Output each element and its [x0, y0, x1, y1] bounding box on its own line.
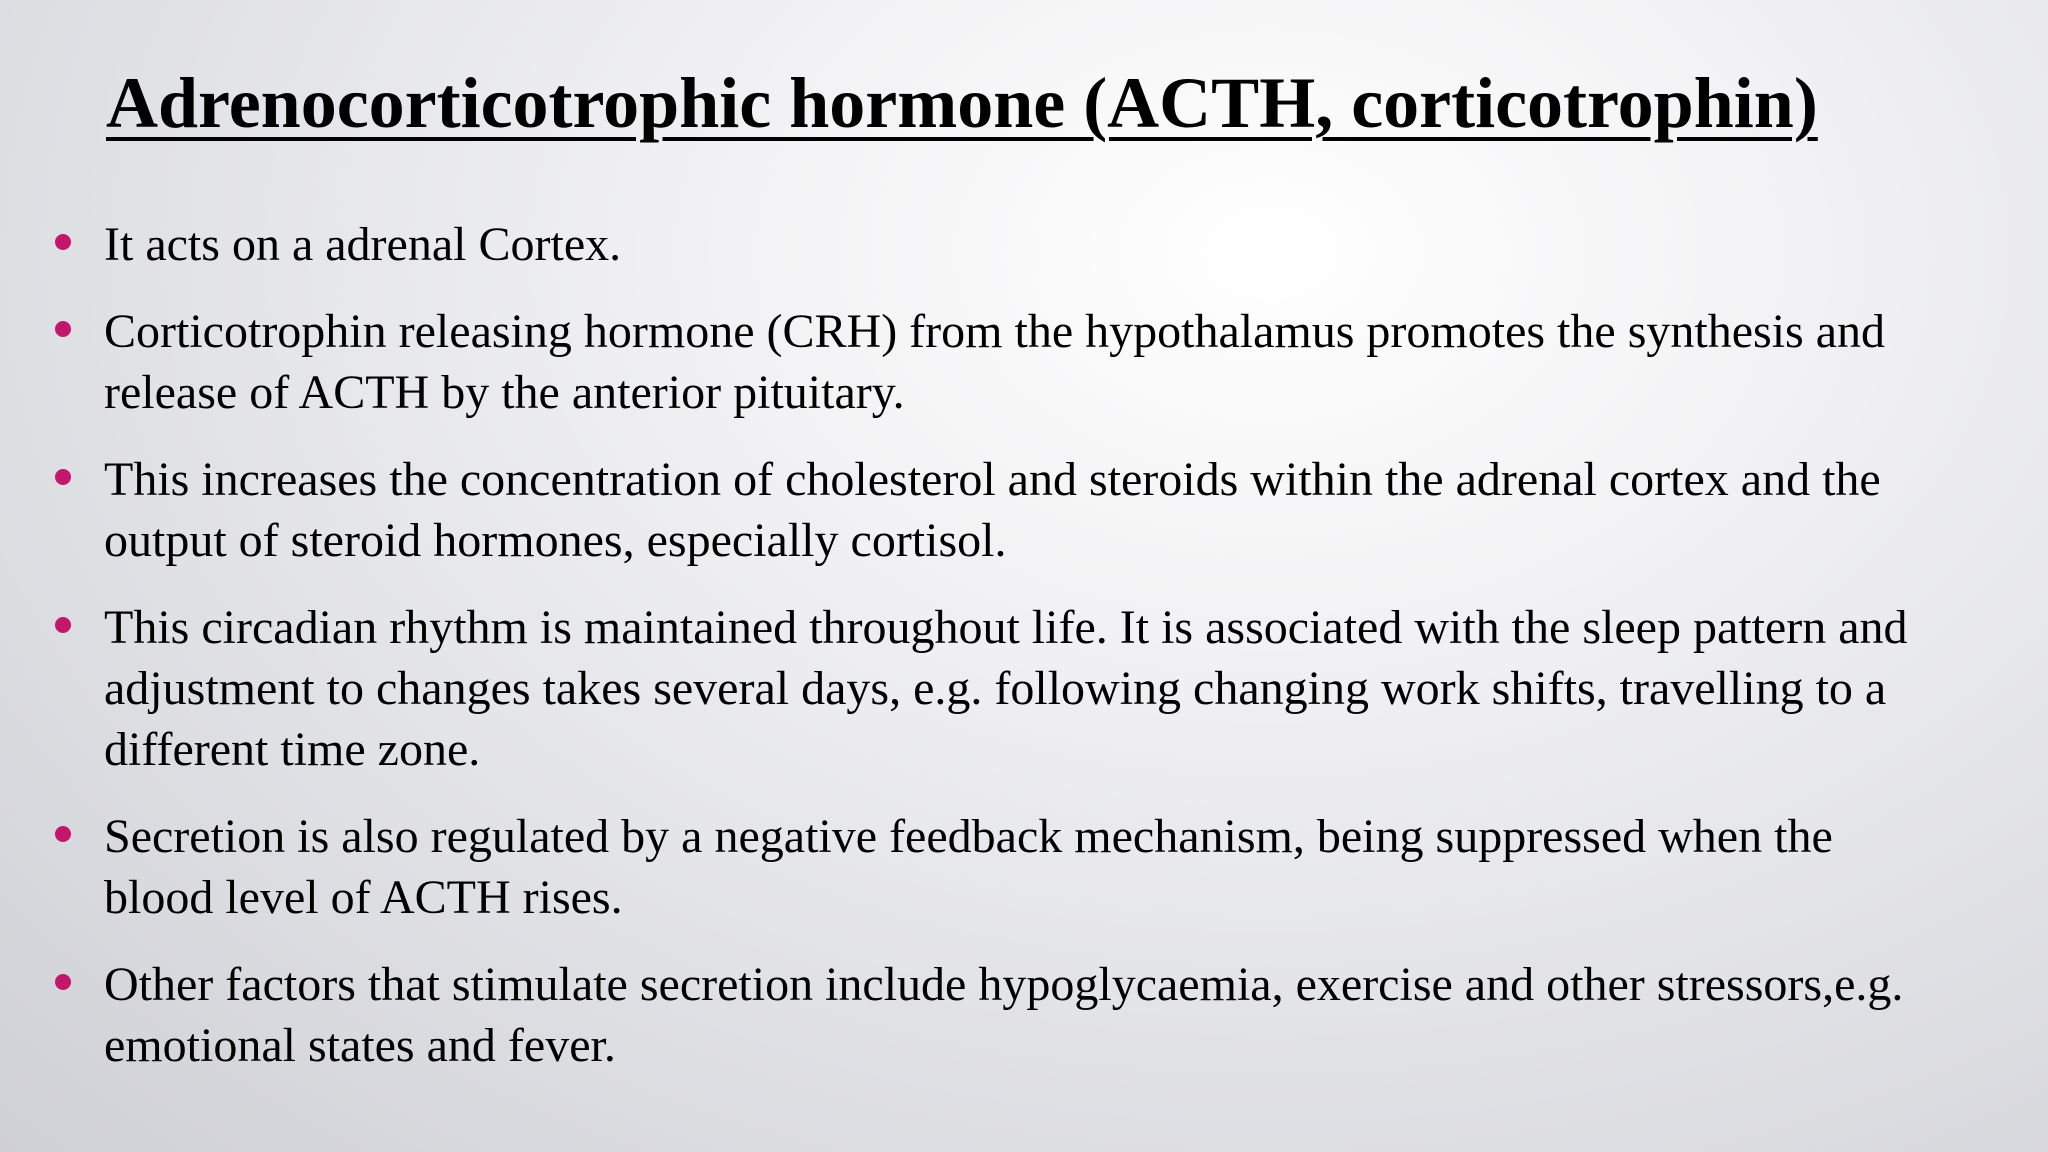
bullet-dot-icon [55, 321, 71, 337]
bullet-line: Other factors that stimulate secretion include hypoglycaemia, exercise and other stressors,e.g. [104, 958, 1904, 1011]
bullet-item [104, 449, 2044, 571]
bullet-dot-icon [55, 469, 71, 485]
bullet-line: output of steroid hormones, especially cortisol. [104, 514, 1007, 567]
bullet-line: It acts on a adrenal Cortex. [104, 218, 622, 271]
bullet-dot-icon [55, 826, 71, 842]
bullet-item [104, 954, 2044, 1076]
bullet-dot-icon [55, 974, 71, 990]
bullet-item [104, 301, 2044, 423]
bullet-line: different time zone. [104, 723, 481, 776]
bullet-line: Corticotrophin releasing hormone (CRH) from the hypothalamus promotes the synthesis and [104, 305, 1886, 358]
bullet-item [104, 214, 2044, 275]
slide-title: Adrenocorticotrophic hormone (ACTH, corticotrophin) [106, 63, 1818, 143]
bullet-line: adjustment to changes takes several days, e.g. following changing work shifts, travelling to a [104, 662, 1887, 715]
bullet-line: This circadian rhythm is maintained throughout life. It is associated with the sleep pattern and [104, 601, 1908, 654]
bullet-dot-icon [55, 234, 71, 250]
bullet-item [104, 597, 2044, 780]
bullet-item [104, 806, 2044, 928]
bullet-dot-icon [55, 617, 71, 633]
bullet-line: This increases the concentration of cholesterol and steroids within the adrenal cortex and the [104, 453, 1881, 506]
bullet-line: release of ACTH by the anterior pituitary. [104, 366, 905, 419]
bullet-line: Secretion is also regulated by a negative feedback mechanism, being suppressed when the [104, 810, 1833, 863]
bullet-line: blood level of ACTH rises. [104, 871, 623, 924]
bullet-line: emotional states and fever. [104, 1019, 616, 1072]
